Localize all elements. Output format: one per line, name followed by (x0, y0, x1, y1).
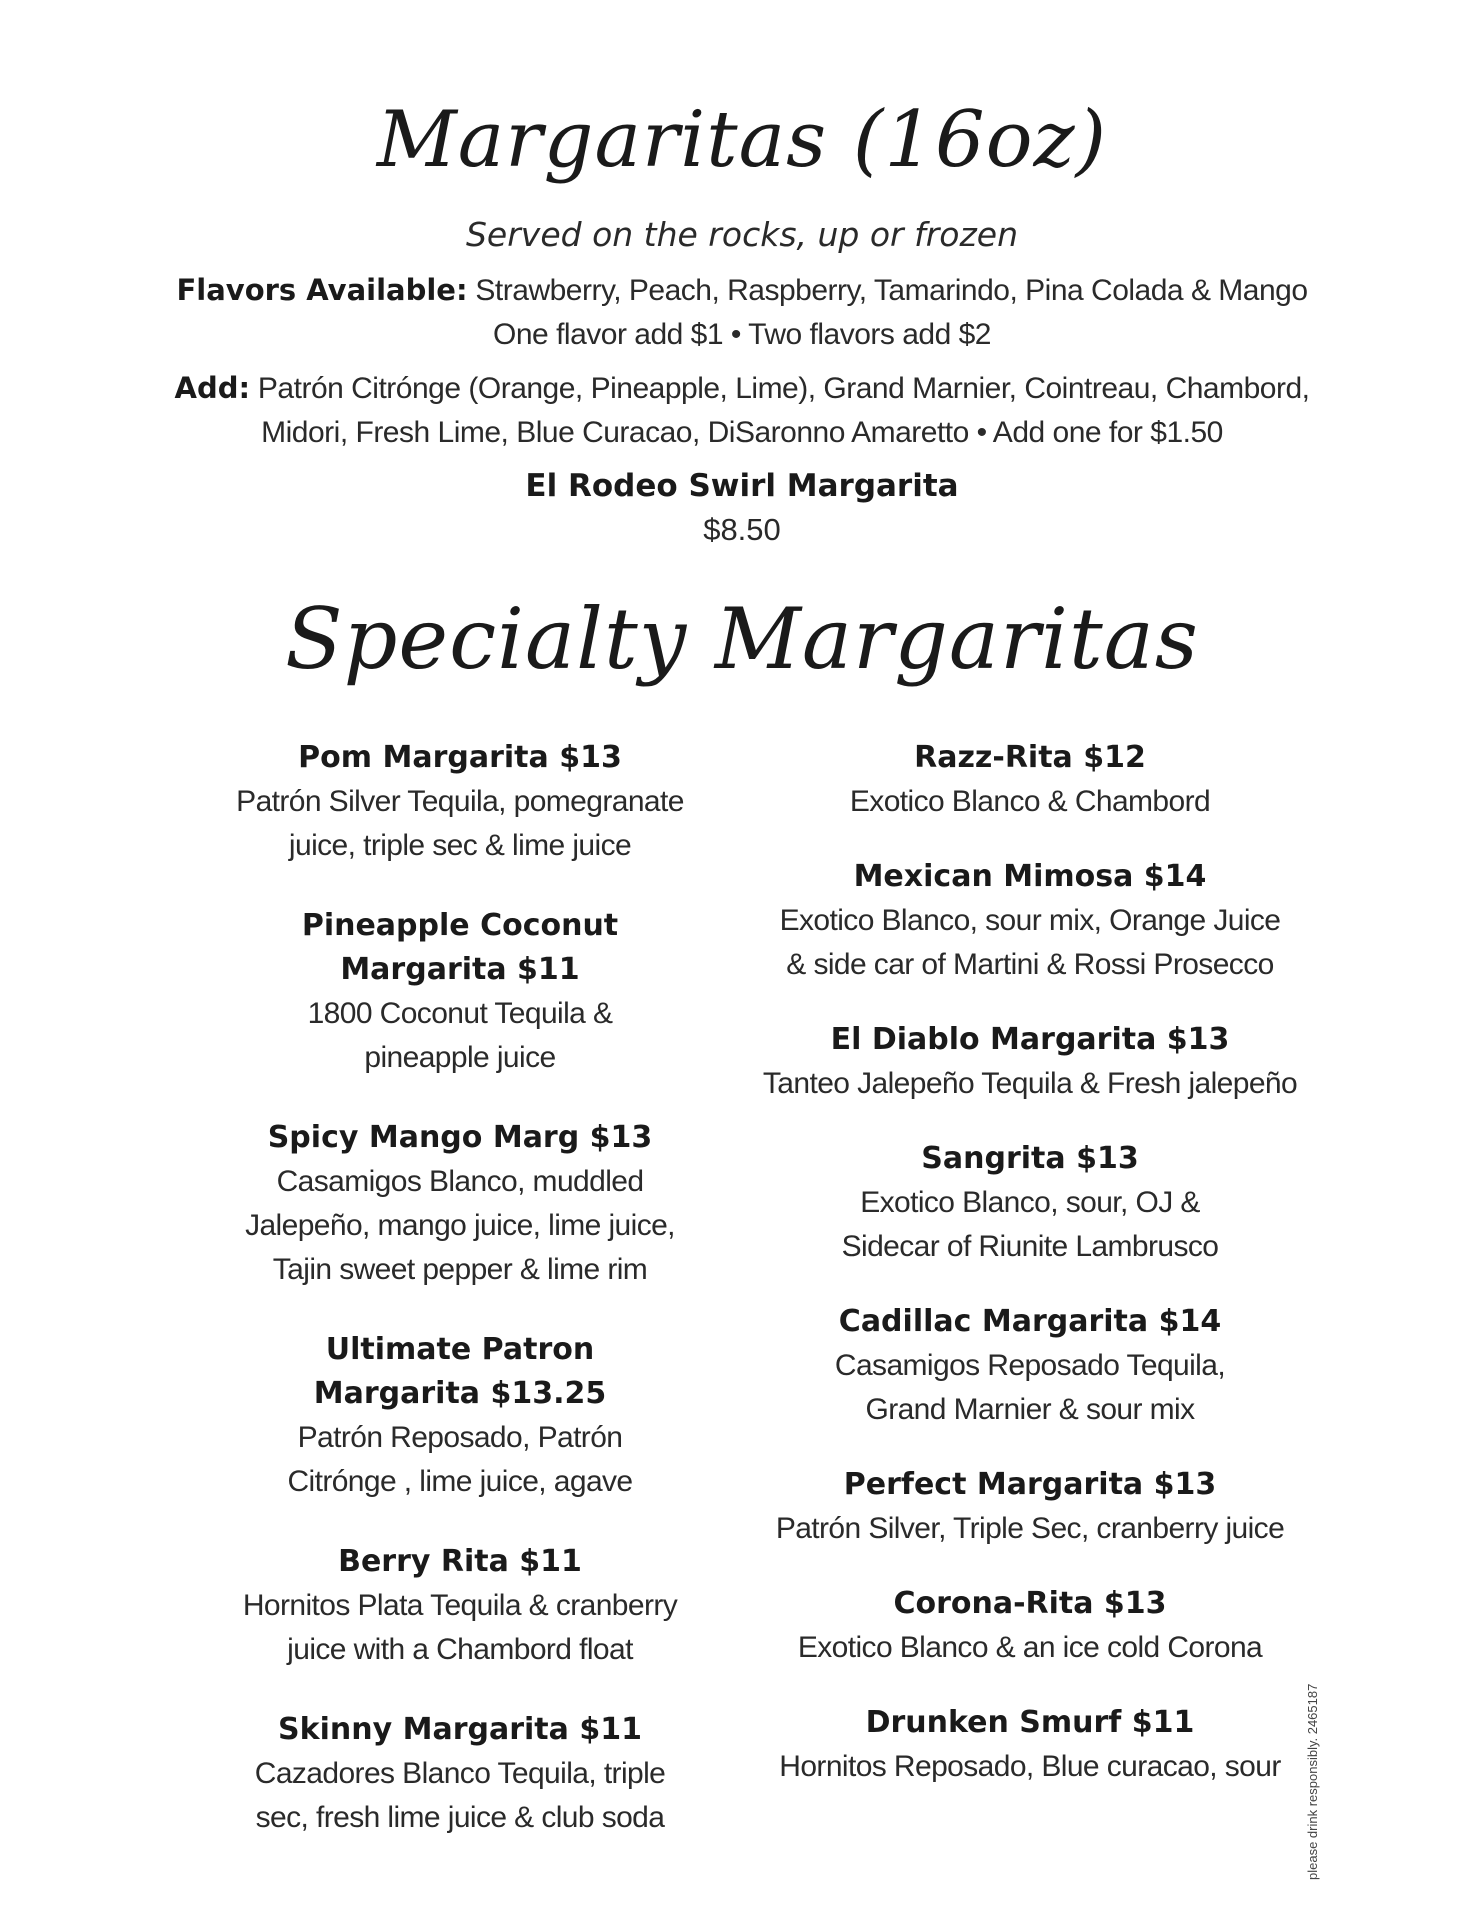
menu-item (760, 1137, 1300, 1269)
menu-item (215, 1708, 705, 1840)
menu-item-name: Pineapple Coconut (301, 908, 619, 943)
menu-item-name: Spicy Mango Marg $13 (267, 1120, 653, 1155)
menu-item-description: & side car of Martini & Rossi Prosecco (786, 948, 1274, 981)
responsibility-note: please drink responsibly. 2465187 (1305, 1683, 1320, 1880)
specialty-right-column (760, 736, 1300, 1820)
menu-item-description: Exotico Blanco, sour mix, Orange Juice (779, 904, 1281, 937)
menu-item (215, 1116, 705, 1292)
menu-item-name: Drunken Smurf $11 (865, 1705, 1195, 1740)
flavors-section (0, 268, 1484, 357)
flavors-list: Strawberry, Peach, Raspberry, Tamarindo, Pina Colada & Mango (475, 274, 1308, 307)
menu-item-name: Sangrita $13 (921, 1141, 1139, 1176)
menu-item-name: Berry Rita $11 (338, 1544, 582, 1579)
addons-list-1: Patrón Citrónge (Orange, Pineapple, Lime), Grand Marnier, Cointreau, Chambord, (257, 372, 1310, 405)
swirl-margarita-name: El Rodeo Swirl Margarita (525, 468, 959, 504)
menu-item-description: Exotico Blanco, sour, OJ & (860, 1186, 1200, 1219)
addons-label: Add: (174, 371, 251, 405)
menu-item-description: Exotico Blanco & an ice cold Corona (797, 1631, 1263, 1664)
menu-item-name: Perfect Margarita $13 (843, 1467, 1217, 1502)
menu-item (760, 1300, 1300, 1432)
menu-item-name: Ultimate Patron (325, 1332, 595, 1367)
menu-item (215, 1328, 705, 1504)
menu-item-description: 1800 Coconut Tequila & (307, 997, 613, 1030)
menu-item-description: juice, triple sec & lime juice (288, 829, 632, 862)
menu-item-description: Casamigos Blanco, muddled (276, 1165, 644, 1198)
menu-item-description: Exotico Blanco & Chambord (849, 785, 1211, 818)
menu-item-description: Tajin sweet pepper & lime rim (272, 1253, 648, 1286)
menu-item (760, 1018, 1300, 1106)
menu-item-description: Patrón Reposado, Patrón (297, 1421, 623, 1454)
menu-item-description: sec, fresh lime juice & club soda (255, 1801, 665, 1834)
menu-item-description: Citrónge , lime juice, agave (287, 1465, 633, 1498)
menu-item-description: Tanteo Jalepeño Tequila & Fresh jalepeño (762, 1067, 1298, 1100)
menu-item-name: Skinny Margarita $11 (278, 1712, 642, 1747)
menu-item (215, 1540, 705, 1672)
menu-item (215, 736, 705, 868)
specialty-title: Specialty Margaritas (285, 590, 1199, 688)
menu-item-description: Patrón Silver Tequila, pomegranate (236, 785, 684, 818)
menu-item-description: Sidecar of Riunite Lambrusco (841, 1230, 1219, 1263)
menu-item-description: Casamigos Reposado Tequila, (834, 1349, 1226, 1382)
menu-item-name: Cadillac Margarita $14 (838, 1304, 1222, 1339)
menu-item-description: Cazadores Blanco Tequila, triple (254, 1757, 666, 1790)
menu-item-description: pineapple juice (364, 1041, 556, 1074)
menu-item (760, 855, 1300, 987)
menu-item (760, 1701, 1300, 1789)
menu-item (760, 1463, 1300, 1551)
page-title: Margaritas (16oz) (376, 95, 1108, 185)
swirl-margarita-price: $8.50 (703, 512, 781, 547)
menu-item-description: Hornitos Reposado, Blue curacao, sour (779, 1750, 1281, 1783)
menu-item (760, 1582, 1300, 1670)
menu-item-name: Corona-Rita $13 (893, 1586, 1167, 1621)
menu-item-name: Pom Margarita $13 (298, 740, 622, 775)
specialty-left-column (215, 736, 705, 1876)
menu-item-name: Razz-Rita $12 (914, 740, 1146, 775)
menu-item-name: Margarita $11 (340, 952, 580, 987)
menu-item-name: Mexican Mimosa $14 (853, 859, 1207, 894)
menu-item-name: El Diablo Margarita $13 (830, 1022, 1230, 1057)
menu-item-description: Hornitos Plata Tequila & cranberry (242, 1589, 678, 1622)
menu-item-description: Jalepeño, mango juice, lime juice, (245, 1209, 675, 1242)
menu-item-name: Margarita $13.25 (313, 1376, 607, 1411)
menu-item-description: Patrón Silver, Triple Sec, cranberry juice (775, 1512, 1285, 1545)
flavors-label: Flavors Available: (176, 273, 468, 307)
addons-line-1 (0, 366, 1484, 411)
menu-item-description: Grand Marnier & sour mix (865, 1393, 1195, 1426)
flavors-pricing: One flavor add $1 • Two flavors add $2 (493, 318, 991, 351)
serving-subtitle: Served on the rocks, up or frozen (465, 215, 1019, 254)
addons-section (0, 366, 1484, 455)
flavors-line (0, 268, 1484, 313)
menu-item-description: juice with a Chambord float (287, 1633, 633, 1666)
addons-list-2: Midori, Fresh Lime, Blue Curacao, DiSaronno Amaretto • Add one for $1.50 (261, 416, 1223, 449)
menu-item (215, 904, 705, 1080)
menu-item (760, 736, 1300, 824)
